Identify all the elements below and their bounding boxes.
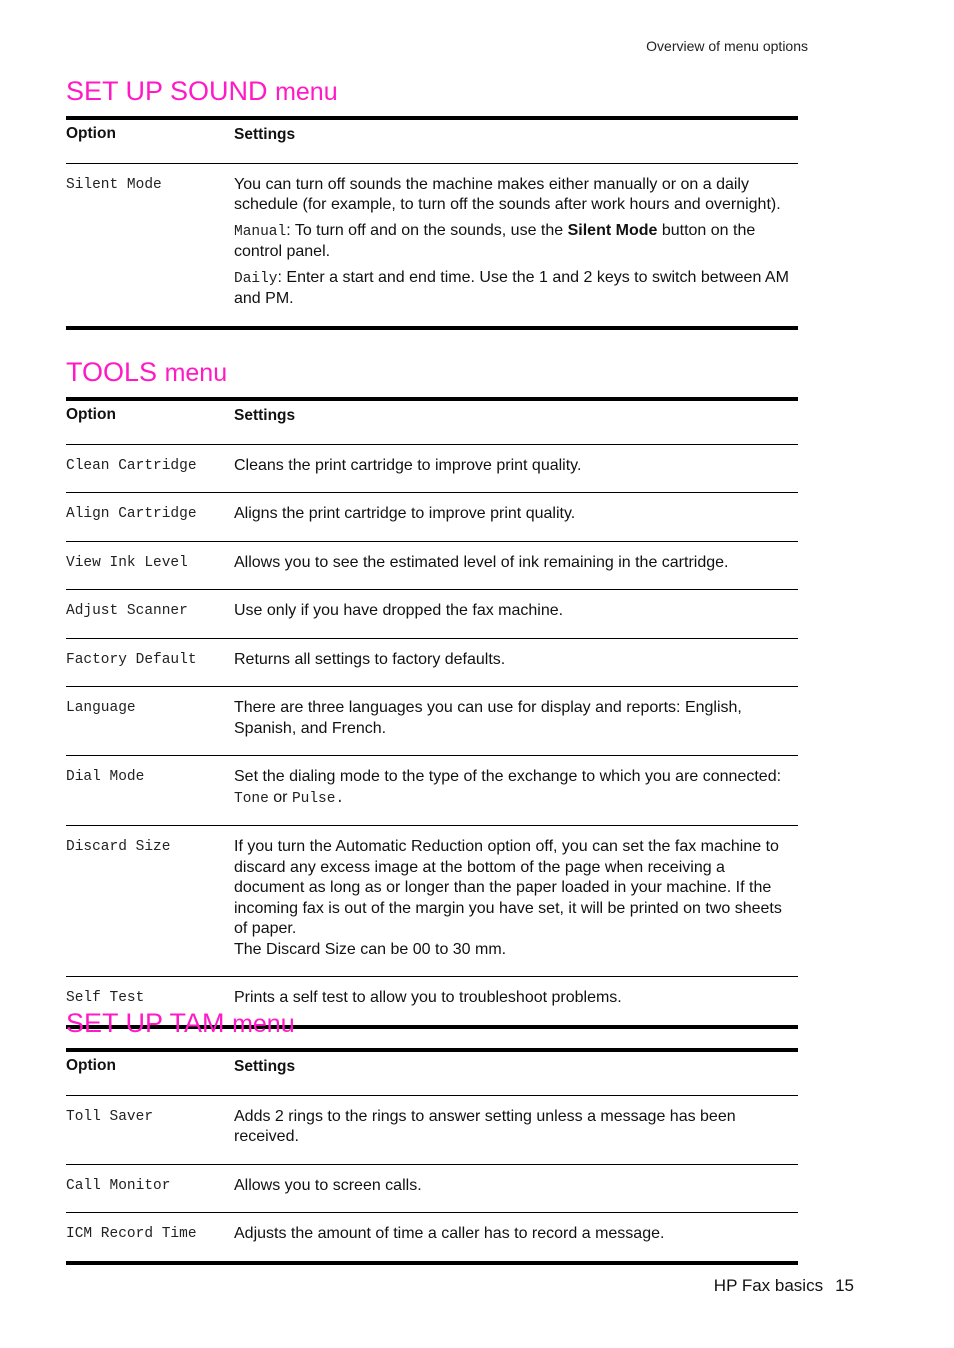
column-header-settings: Settings xyxy=(234,407,296,424)
settings-cell: Adds 2 rings to the rings to answer setting unless a message has been received. xyxy=(234,1107,736,1145)
settings-cell xyxy=(234,767,798,809)
heading-menu-word: menu xyxy=(275,78,338,106)
set-up-sound-table xyxy=(66,116,798,330)
settings-cell: There are three languages you can use for display and reports: English, Spanish, and French. xyxy=(234,699,742,737)
table-row xyxy=(66,1095,798,1164)
option-icm-record-time: ICM Record Time xyxy=(66,1226,197,1242)
table-row xyxy=(66,638,798,687)
column-header-option: Option xyxy=(66,125,116,142)
settings-cell: Prints a self test to allow you to troubleshoot problems. xyxy=(234,989,622,1006)
table-row xyxy=(66,492,798,541)
text: button on the control panel. xyxy=(234,221,756,260)
column-header-settings: Settings xyxy=(234,1058,296,1075)
settings-paragraph xyxy=(234,268,798,310)
table-row xyxy=(66,444,798,493)
settings-cell: Adjusts the amount of time a caller has to record a message. xyxy=(234,1225,665,1242)
settings-cell: Use only if you have dropped the fax machine. xyxy=(234,602,564,619)
table-row xyxy=(66,825,798,976)
table-row xyxy=(66,755,798,825)
settings-cell: Allows you to screen calls. xyxy=(234,1176,422,1194)
code-pulse: Pulse xyxy=(291,790,336,807)
settings-cell: Allows you to see the estimated level of ink remaining in the cartridge. xyxy=(234,553,729,571)
set-up-sound-heading xyxy=(66,76,338,107)
column-header-option: Option xyxy=(66,406,116,423)
option-language: Language xyxy=(66,700,136,716)
heading-main: SET UP SOUND xyxy=(66,76,268,106)
table-row xyxy=(66,1212,798,1261)
table-row xyxy=(66,163,798,326)
code-daily: Daily xyxy=(234,270,278,287)
option-self-test: Self Test xyxy=(66,990,145,1006)
option-discard-size: Discard Size xyxy=(66,839,171,855)
settings-paragraph xyxy=(234,221,798,263)
text: . xyxy=(335,790,345,807)
option-silent-mode: Silent Mode xyxy=(66,176,162,193)
text: : To turn off and on the sounds, use the xyxy=(286,221,568,239)
table-row xyxy=(66,541,798,590)
column-header-settings: Settings xyxy=(234,126,296,143)
option-align-cartridge: Align Cartridge xyxy=(66,506,197,522)
option-view-ink-level: View Ink Level xyxy=(66,554,188,571)
option-call-monitor: Call Monitor xyxy=(66,1177,171,1194)
table-header-row xyxy=(66,120,798,163)
table-row xyxy=(66,686,798,755)
running-header: Overview of menu options xyxy=(646,38,808,54)
settings-cell xyxy=(234,837,798,960)
silent-mode-button-label: Silent Mode xyxy=(567,221,658,239)
page-number: 15 xyxy=(835,1276,854,1295)
option-toll-saver: Toll Saver xyxy=(66,1108,154,1125)
settings-paragraph: If you turn the Automatic Reduction option off, you can set the fax machine to discard any excess image at the bottom of the page when receiving a document as long as or longer than the paper loaded in your machine. If the incoming fax is out of the margin you have set, it will be printed on two sheets of paper. xyxy=(234,838,782,937)
text: Set the dialing mode to the type of the exchange to which you are connected: xyxy=(234,768,782,785)
code-manual: Manual xyxy=(234,223,287,240)
table-header-row xyxy=(66,401,798,444)
settings-paragraph: You can turn off sounds the machine makes either manually or on a daily schedule (for example, to turn off the sounds after work hours and overnight). xyxy=(234,175,781,213)
text: : Enter a start and end time. Use the 1 and 2 keys to switch between AM and PM. xyxy=(234,268,789,307)
settings-cell: Returns all settings to factory defaults. xyxy=(234,650,506,668)
code-tone: Tone xyxy=(234,790,269,807)
heading-main: SET UP TAM xyxy=(66,1008,225,1038)
table-header-row xyxy=(66,1052,798,1095)
settings-paragraph: The Discard Size can be 00 to 30 mm. xyxy=(234,940,507,958)
settings-cell: Cleans the print cartridge to improve print quality. xyxy=(234,456,582,474)
tools-table xyxy=(66,397,798,1029)
table-row xyxy=(66,589,798,638)
page-footer xyxy=(714,1276,854,1296)
option-clean-cartridge: Clean Cartridge xyxy=(66,457,197,474)
set-up-tam-table xyxy=(66,1048,798,1265)
text: or xyxy=(268,788,292,806)
option-dial-mode: Dial Mode xyxy=(66,769,145,785)
heading-menu-word: menu xyxy=(232,1010,295,1038)
settings-silent-mode xyxy=(234,175,798,310)
set-up-tam-heading xyxy=(66,1008,295,1039)
heading-main: TOOLS xyxy=(66,357,158,387)
option-adjust-scanner: Adjust Scanner xyxy=(66,603,188,619)
table-row xyxy=(66,1164,798,1213)
footer-section-title: HP Fax basics xyxy=(713,1276,824,1295)
heading-menu-word: menu xyxy=(164,359,228,387)
column-header-option: Option xyxy=(66,1057,116,1074)
settings-cell: Aligns the print cartridge to improve print quality. xyxy=(234,505,576,522)
option-factory-default: Factory Default xyxy=(66,651,197,668)
tools-heading xyxy=(66,357,227,388)
